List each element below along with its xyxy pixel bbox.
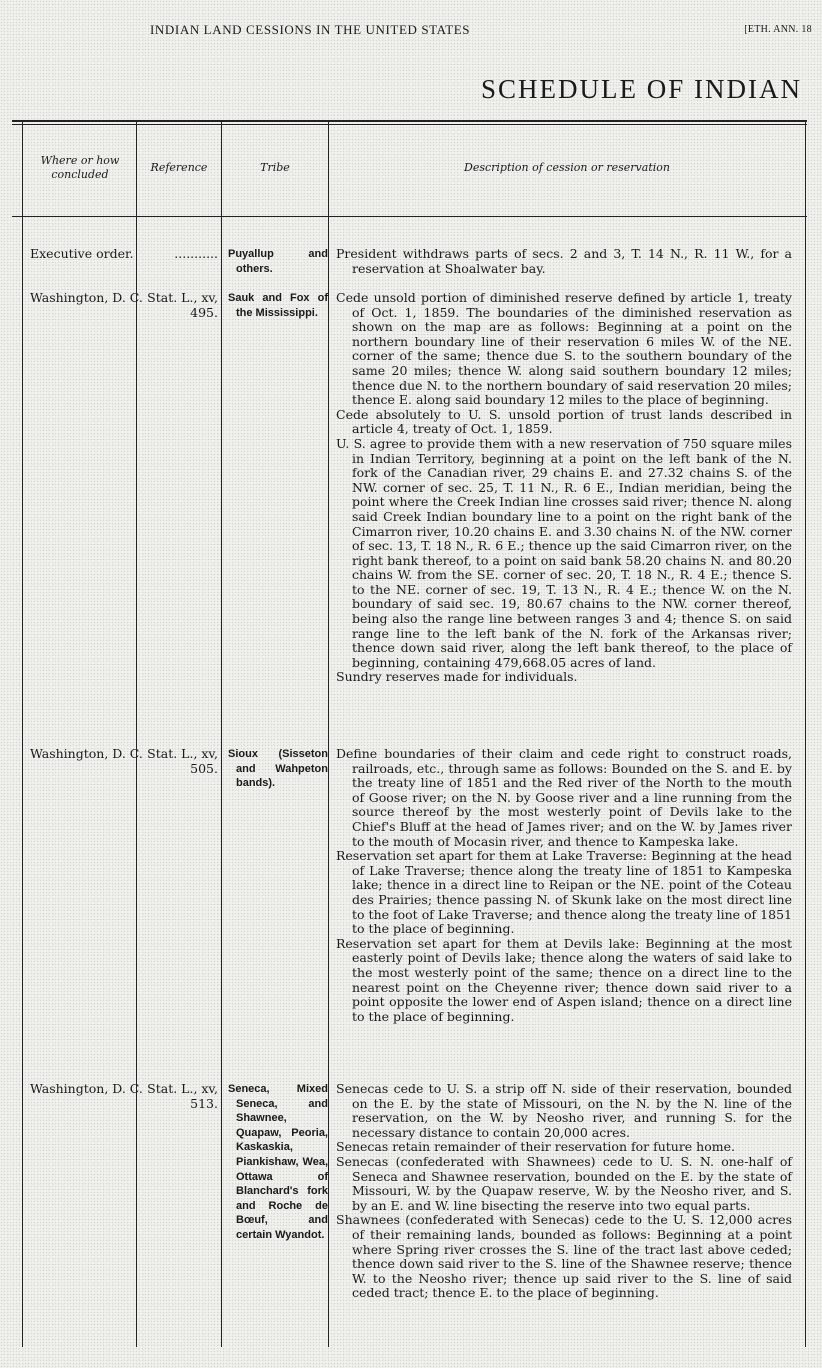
column-header-reference: Reference — [150, 161, 208, 174]
description-paragraph: Define boundaries of their claim and cede right to construct roads, railroads, etc., through same as follows: Bounded on the S. and E. by the treaty line of 1851 and the Red river of the North to the mouth of Goose river; on the N. by Goose river and a line running from the source thereof by the most westerly point of Devils lake to the Chief's Bluff at the head of James river; and on the W. by James river to the mouth of Mocasin river, and thence to Kampeska lake. — [336, 746, 792, 849]
cell-where-concluded: Washington, D. C. — [30, 746, 143, 761]
cell-description — [336, 247, 792, 276]
table-left-rule — [22, 122, 23, 1347]
column-header-description: Description of cession or reservation — [464, 161, 670, 174]
cell-where-concluded: Executive order. — [30, 246, 134, 261]
description-paragraph: U. S. agree to provide them with a new reservation of 750 square miles in Indian Territory, beginning at a point on the left bank of the N. fork of the Canadian river, 29 chains E. and 27.32 chains S. of the NW. corner of sec. 25, T. 11 N., R. 6 E., Indian meridian, being the point where the Creek Indian line crosses said river; thence N. along said Creek Indian boundary line to a point on the right bank of the Cimarron river, 10.20 chains E. and 3.30 chains N. of the NW. corner of sec. 13, T. 18 N., R. 6 E.; thence up the said Cimarron river, on the right bank thereof, to a point on said bank 58.20 chains N. and 80.20 chains W. from the SE. corner of sec. 20, T. 18 N., R. 4 E.; thence S. to the NE. corner of sec. 19, T. 13 N., R. 4 E.; thence W. on the N. boundary of said sec. 19, 80.67 chains to the NW. corner thereof, being also the range line between ranges 3 and 4; thence S. on said range line to the left bank of the N. fork of the Arkansas river; thence down said river, along the left bank thereof, to the place of beginning, containing 479,668.05 acres of land. — [336, 435, 792, 670]
page-reference: [ETH. ANN. 18 — [744, 24, 812, 35]
column-header-where: Where or how concluded — [40, 154, 120, 181]
cell-tribe: Sauk and Fox of the Mississippi. — [228, 292, 328, 319]
cell-tribe: Sioux (Sisseton and Wahpeton bands). — [228, 748, 328, 790]
description-paragraph: President withdraws parts of secs. 2 and 3, T. 14 N., R. 11 W., for a reservation at Shoalwater bay. — [336, 246, 792, 276]
running-head: INDIAN LAND CESSIONS IN THE UNITED STATES — [150, 22, 471, 37]
column-divider — [328, 122, 329, 1347]
description-paragraph: Senecas cede to U. S. a strip off N. side of their reservation, bounded on the E. by the state of Missouri, on the N. by the N. line of the reservation, on the W. by Neosho river, and running S. for the necessary distance to contain 20,000 acres. — [336, 1081, 792, 1140]
cell-tribe: Seneca, Mixed Seneca, and Shawnee, Quapaw, Peoria, Kaskaskia, Piankishaw, Wea, Ottawa of Blanchard's fork and Roche de Bœuf, and certain Wyandot. — [228, 1083, 328, 1241]
cell-description — [336, 747, 792, 1024]
cell-where-concluded: Washington, D. C. — [30, 290, 143, 305]
cell-description — [336, 291, 792, 685]
cell-reference: ........... — [174, 246, 218, 261]
cell-reference: Stat. L., xv, 495. — [147, 290, 218, 320]
schedule-title: SCHEDULE OF INDIAN — [481, 74, 802, 104]
column-divider — [136, 122, 137, 1347]
description-paragraph: Reservation set apart for them at Devils lake: Beginning at the most easterly point of Devils lake; thence along the waters of said lake to the most westerly point of the same; thence on a direct line to the nearest point on the Cheyenne river; thence down said river to a point opposite the lower end of Aspen island; thence on a direct line to the place of beginning. — [336, 935, 792, 1024]
cell-description — [336, 1082, 792, 1301]
table-right-rule — [805, 122, 806, 1347]
column-header-tribe: Tribe — [260, 161, 290, 174]
description-paragraph: Cede unsold portion of diminished reserve defined by article 1, treaty of Oct. 1, 1859. The boundaries of the diminished reservation as shown on the map are as follows: Beginning at a point on the northern boundary line of their reservation 6 miles W. of the NE. corner of the same; thence due S. to the southern boundary of the same 20 miles; thence W. along said southern boundary 12 miles; thence due N. to the northern boundary of said reservation 20 miles; thence E. along said boundary 12 miles to the place of beginning. — [336, 290, 792, 408]
column-divider — [221, 122, 222, 1347]
cell-reference: Stat. L., xv, 505. — [147, 746, 218, 776]
description-paragraph: Senecas retain remainder of their reservation for future home. — [336, 1139, 735, 1155]
description-paragraph: Senecas (confederated with Shawnees) cede to U. S. N. one-half of Seneca and Shawnee reservation, bounded on the E. by the state of Missouri, W. by the Quapaw reserve, W. by the Neosho river, and S. by an E. and W. line bisecting the reserve into two equal parts. — [336, 1153, 792, 1213]
cell-where-concluded: Washington, D. C. — [30, 1081, 143, 1096]
header-bottom-rule — [12, 216, 807, 217]
description-paragraph: Reservation set apart for them at Lake Traverse: Beginning at the head of Lake Traverse; thence along the treaty line of 1851 to Kampeska lake; thence in a direct line to Reipan or the NE. point of the Coteau des Prairies; thence passing N. of Skunk lake on the most direct line to the foot of Lake Traverse; and thence along the treaty line of 1851 to the place of beginning. — [336, 848, 792, 937]
cell-tribe: Puyallup and others. — [228, 248, 328, 275]
cell-reference: Stat. L., xv, 513. — [147, 1081, 218, 1111]
description-paragraph: Sundry reserves made for individuals. — [336, 669, 578, 685]
description-paragraph: Cede absolutely to U. S. unsold portion of trust lands described in article 4, treaty of Oct. 1, 1859. — [336, 406, 792, 437]
description-paragraph: Shawnees (confederated with Senecas) cede to the U. S. 12,000 acres of their remaining lands, bounded as follows: Beginning at a point where Spring river crosses the S. line of the tract last above ceded; thence down said river to the S. line of the Shawnee reserve; thence W. to the Neosho river; thence up said river to the S. line of said ceded tract; thence E. to the place of beginning. — [336, 1212, 792, 1301]
